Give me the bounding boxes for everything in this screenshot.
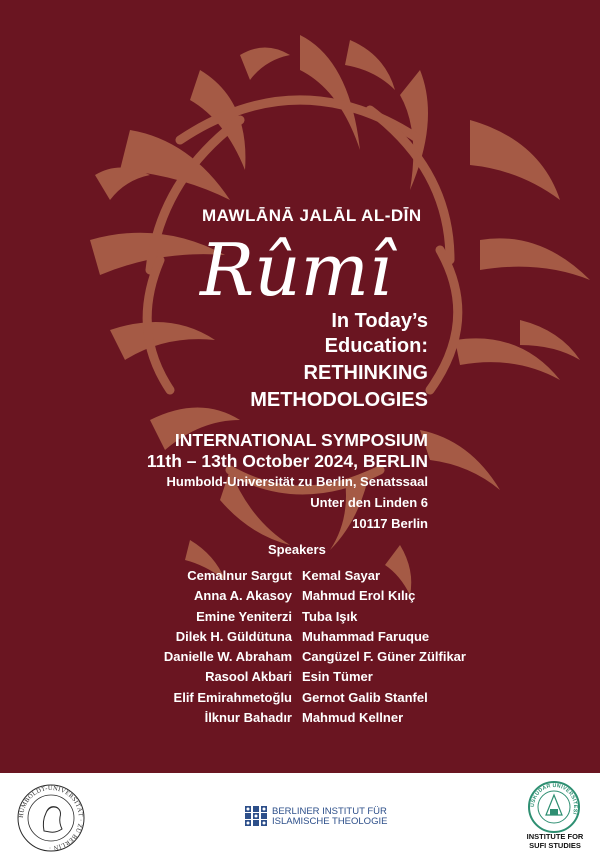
speakers-heading: Speakers bbox=[268, 542, 326, 557]
event-type: INTERNATIONAL SYMPOSIUM bbox=[174, 430, 428, 450]
speaker-name: Gernot Galib Stanfel bbox=[302, 689, 428, 705]
logo-bar bbox=[0, 773, 600, 860]
speaker-name: Rasool Akbari bbox=[205, 669, 292, 685]
speaker-name: Danielle W. Abraham bbox=[163, 649, 292, 665]
institute-line-1: INSTITUTE FOR bbox=[526, 832, 584, 841]
svg-text:HUMBOLDT-UNIVERSITÄT · ZU BERL: HUMBOLDT-UNIVERSITÄT · ZU BERLIN · bbox=[17, 784, 85, 852]
svg-text:ÜSKÜDAR ÜNİVERSİTESİ: ÜSKÜDAR ÜNİVERSİTESİ bbox=[529, 782, 579, 816]
bit-logo-icon bbox=[244, 805, 268, 827]
event-dates: 11th – 13th October 2024, BERLIN bbox=[146, 451, 428, 471]
speaker-name: Emine Yeniterzi bbox=[196, 608, 292, 624]
speaker-name: Kemal Sayar bbox=[302, 568, 381, 583]
title-line-4: METHODOLOGIES bbox=[250, 389, 428, 411]
subtitle: MAWLĀNĀ JALĀL AL-DĪN bbox=[202, 206, 422, 225]
institute-label bbox=[526, 832, 584, 850]
venue-line-1: Humbold-Universität zu Berlin, Senatssaal bbox=[166, 474, 428, 489]
venue-line-2: Unter den Linden 6 bbox=[310, 495, 428, 510]
speaker-name: İlknur Bahadır bbox=[204, 710, 292, 726]
speaker-name: Cemalnur Sargut bbox=[187, 568, 292, 583]
speaker-name: Elif Emirahmetoğlu bbox=[173, 689, 292, 705]
speaker-name: Dilek H. Güldütuna bbox=[175, 628, 292, 644]
bit-logo-text bbox=[272, 807, 387, 827]
speakers-right-column bbox=[302, 566, 466, 728]
bit-line-2: ISLAMISCHE THEOLOGIE bbox=[272, 816, 388, 827]
title-line-2: Education: bbox=[324, 335, 428, 357]
speaker-name: Anna A. Akasoy bbox=[193, 588, 292, 604]
title-line-3: RETHINKING bbox=[303, 362, 428, 384]
humboldt-university-seal-icon bbox=[16, 783, 86, 853]
speaker-name: Esin Tümer bbox=[302, 669, 373, 685]
speaker-name: Muhammad Faruque bbox=[302, 628, 430, 644]
speaker-name: Tuba Işık bbox=[302, 608, 358, 624]
institute-line-2: SUFI STUDIES bbox=[529, 841, 581, 850]
venue-line-3: 10117 Berlin bbox=[352, 516, 428, 531]
speaker-name: Mahmud Kellner bbox=[302, 710, 404, 726]
speaker-name: Cangüzel F. Güner Zülfikar bbox=[302, 649, 466, 665]
bit-line-1: BERLINER INSTITUT FÜR bbox=[272, 806, 387, 817]
speakers-left-column bbox=[164, 566, 292, 728]
speaker-name: Mahmud Erol Kılıç bbox=[302, 588, 416, 604]
title-line-1: In Today’s bbox=[331, 310, 428, 332]
rumi-title: Rûmî bbox=[200, 228, 392, 312]
uskudar-university-seal-icon bbox=[528, 781, 580, 833]
